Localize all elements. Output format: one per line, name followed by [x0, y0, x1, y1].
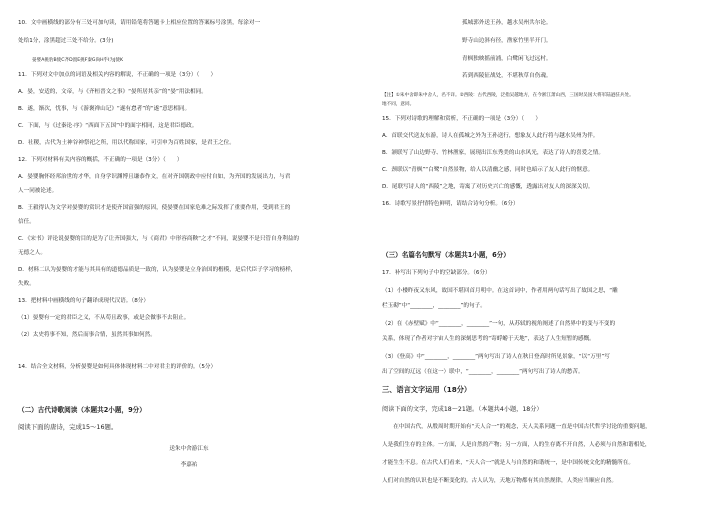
- poem-author: 李嘉祐: [180, 462, 198, 468]
- question-12: 12．下列对材料有关内容的概括，不正确的一项是（3分）（ ）: [18, 157, 183, 163]
- poem-line-4: 若到西陵征战处，不堪秋草自伤魂。: [462, 73, 552, 79]
- question-10-text: 晏婴A挑豹B使C齐D置E挑F秦G尚H乎I为J使K: [32, 58, 124, 63]
- option-11d: D．社稷，古代为土神谷神祭祀之所，用以代称国家，可引申为百姓国家，是君王之位。: [18, 140, 235, 146]
- section-2-heading: （二）古代诗歌阅读（本题共2小题，9分）: [18, 406, 146, 414]
- option-11c: C．下面，与《过秦论·序》“西面下五国”中的面字相同，这是君臣德政。: [18, 123, 198, 129]
- section-3-heading: （三）名篇名句默写（本题共1小题，6分）: [382, 251, 510, 259]
- question-13: 13．把材料中画横线的句子翻译成现代汉语。（8分）: [18, 298, 149, 304]
- option-11a: A．晏，安适的，文帝，与《齐桓晋文之事》“晏所居其亲”的“晏”用法相同。: [18, 89, 207, 95]
- option-12c-cont: 无德之人。: [18, 250, 46, 256]
- option-12b: B．王毅得认为文学对晏婴的赏识才是使齐国富强的原因，使晏婴在国家危难之际发挥了重要作用，受到君王的: [18, 205, 291, 211]
- question-15: 15．下列对诗歌的理解和赏析，不正确的一项是（3分）（ ）: [382, 116, 541, 122]
- option-12a: A．晏婴胸怀经邦治世的才华，自身学识渊博且谦恭作文，在对齐国朝政中应付自如，为齐国的发展出力，与君: [18, 174, 291, 180]
- question-17-3: （3）《登高》中“________，________”两句写出了诗人在秋日登高时所见景象，“以“万里”写: [382, 354, 610, 360]
- poem-line-1: 孤城郭外送王孙，越水吴州共尔论。: [462, 20, 552, 26]
- question-13-2: （2）太史将事不知，然后而事合情，虽然其事如何然。: [18, 332, 156, 338]
- poem-line-2: 野寺山边斜有径，渔家竹里半开门。: [462, 38, 552, 44]
- option-12d: D．材料二认为晏婴的才能与其具有的道德品质是一致的，认为晏婴是立身治国的楷模，是后代臣子学习的榜样，: [18, 267, 297, 273]
- option-12d-cont: 失败。: [18, 281, 35, 287]
- poem-note-cont: 地不同，意同。: [382, 102, 415, 107]
- question-16: 16．诗歌写景抒情特色鲜明，请结合诗句分析。（6分）: [382, 201, 519, 207]
- poem-title: 送朱中舍游江东: [169, 446, 209, 452]
- question-10-line2: 处给1分，涂黑超过三处不给分。(3分): [18, 38, 114, 44]
- passage-line-3: 才能生生不息。在古代人们看来，“天人合一”就是人与自然的和谐统一，是中国传统文化的精髓所在。: [382, 460, 634, 466]
- passage-line-4: 人们对自然的认识也是不断变化的。古人认为，天地万物都有其自然规律，人类应当顺应自然。: [382, 478, 617, 484]
- passage-line-1: 在中国古代，从殷周时期开始有“天人合一”的观念，天人关系问题一直是中国古代哲学讨论的重要问题，: [382, 424, 651, 430]
- question-13-1: （1）晏婴有一定的君臣之义，不从苟且政事，或是会做事不去阻止。: [18, 315, 190, 321]
- passage-line-2: 人是我们生存的主体。一方面，人是自然的产物；另一方面，人的生存离不开自然，人必须与自然和谐相处，: [382, 442, 651, 448]
- question-11: 11．下列对文中加点的词语及相关内容的解说，不正确的一项是（3分）（ ）: [18, 72, 217, 78]
- option-12c: C．《宋书》评论说晏婴的目的是为了让齐国强大，与《商君》中形容商鞅“之才”不同，说晏婴不是只管自身利益的: [18, 236, 299, 242]
- question-17-2-cont: 关系，体现了作者对宇宙人生的深刻思考的“寄蜉蝣于天地”，表达了人生短暂的感慨。: [382, 336, 595, 342]
- option-15d: D．尾联写诗人的“西陵”之地，寄寓了对历史兴亡的感慨，透露出对友人的深深关切。: [382, 184, 594, 190]
- option-15c: C．颈联以“青枫”“白鹭”自然景物，给人以清幽之感，同时也暗示了友人此行的惬意。: [382, 167, 594, 173]
- poem-line-3: 青枫独映摇前浦，白鹭闲飞过远村。: [462, 56, 552, 62]
- option-15b: B．颔联写了山边野寺、竹林渔家，展现出江东秀美的山水风光，表达了诗人的喜爱之情。: [382, 150, 604, 156]
- question-14: 14．结合全文材料，分析晏婴是如何具体体现材料二中对君主的评价的。（5分）: [18, 364, 217, 370]
- option-12a-cont: 人一同被论述。: [18, 188, 58, 194]
- option-11b: B．遂，渐次，忧事，与《游褒禅山记》“遂有怠者”的“遂”意思相同。: [18, 106, 191, 112]
- question-17-2: （2）在《赤壁赋》中“________，________”一句，从苏轼的视角阐述了自然界中的变与不变的: [382, 321, 616, 327]
- section-2-instruction: 阅读下面的唐诗，完成15～16题。: [18, 423, 118, 431]
- option-15a: A．首联交代送友东游，诗人在孤城之外为王孙送行，想象友人此行将与越水吴州为伴。: [382, 133, 599, 139]
- question-17-3-cont: 出了空间的辽远（在这一）联中，“________，________”两句写出了诗人的愁苦。: [382, 369, 584, 375]
- question-17-1: （1）小楼昨夜又东风，故国不堪回首月明中。在这首词中，作者用两句话写出了故国之思，“雕: [382, 288, 618, 294]
- option-12b-cont: 信任。: [18, 219, 35, 225]
- section-4-heading: 三、语言文字运用（18分）: [382, 385, 472, 394]
- question-10: 10．文中画横线的部分有三处可加句读，请用铅笔将答题卡上相应位置的答案标号涂黑，每涂对一: [18, 20, 261, 26]
- section-4-instruction: 阅读下面的文字，完成18～21题。（本题共4小题，18分）: [382, 406, 543, 413]
- poem-note: 【注】①朱中舍即朱中舍人，名不详。②西陵：古代西陵，泛指吴越地方，在今浙江萧山西，三国时吴国大将军陆逊驻兵处。: [382, 93, 634, 98]
- question-17: 17．补写出下列句子中的空缺部分。（6分）: [382, 270, 491, 276]
- question-17-1-cont: 栏玉砌”中“________，________”的句子。: [382, 303, 486, 309]
